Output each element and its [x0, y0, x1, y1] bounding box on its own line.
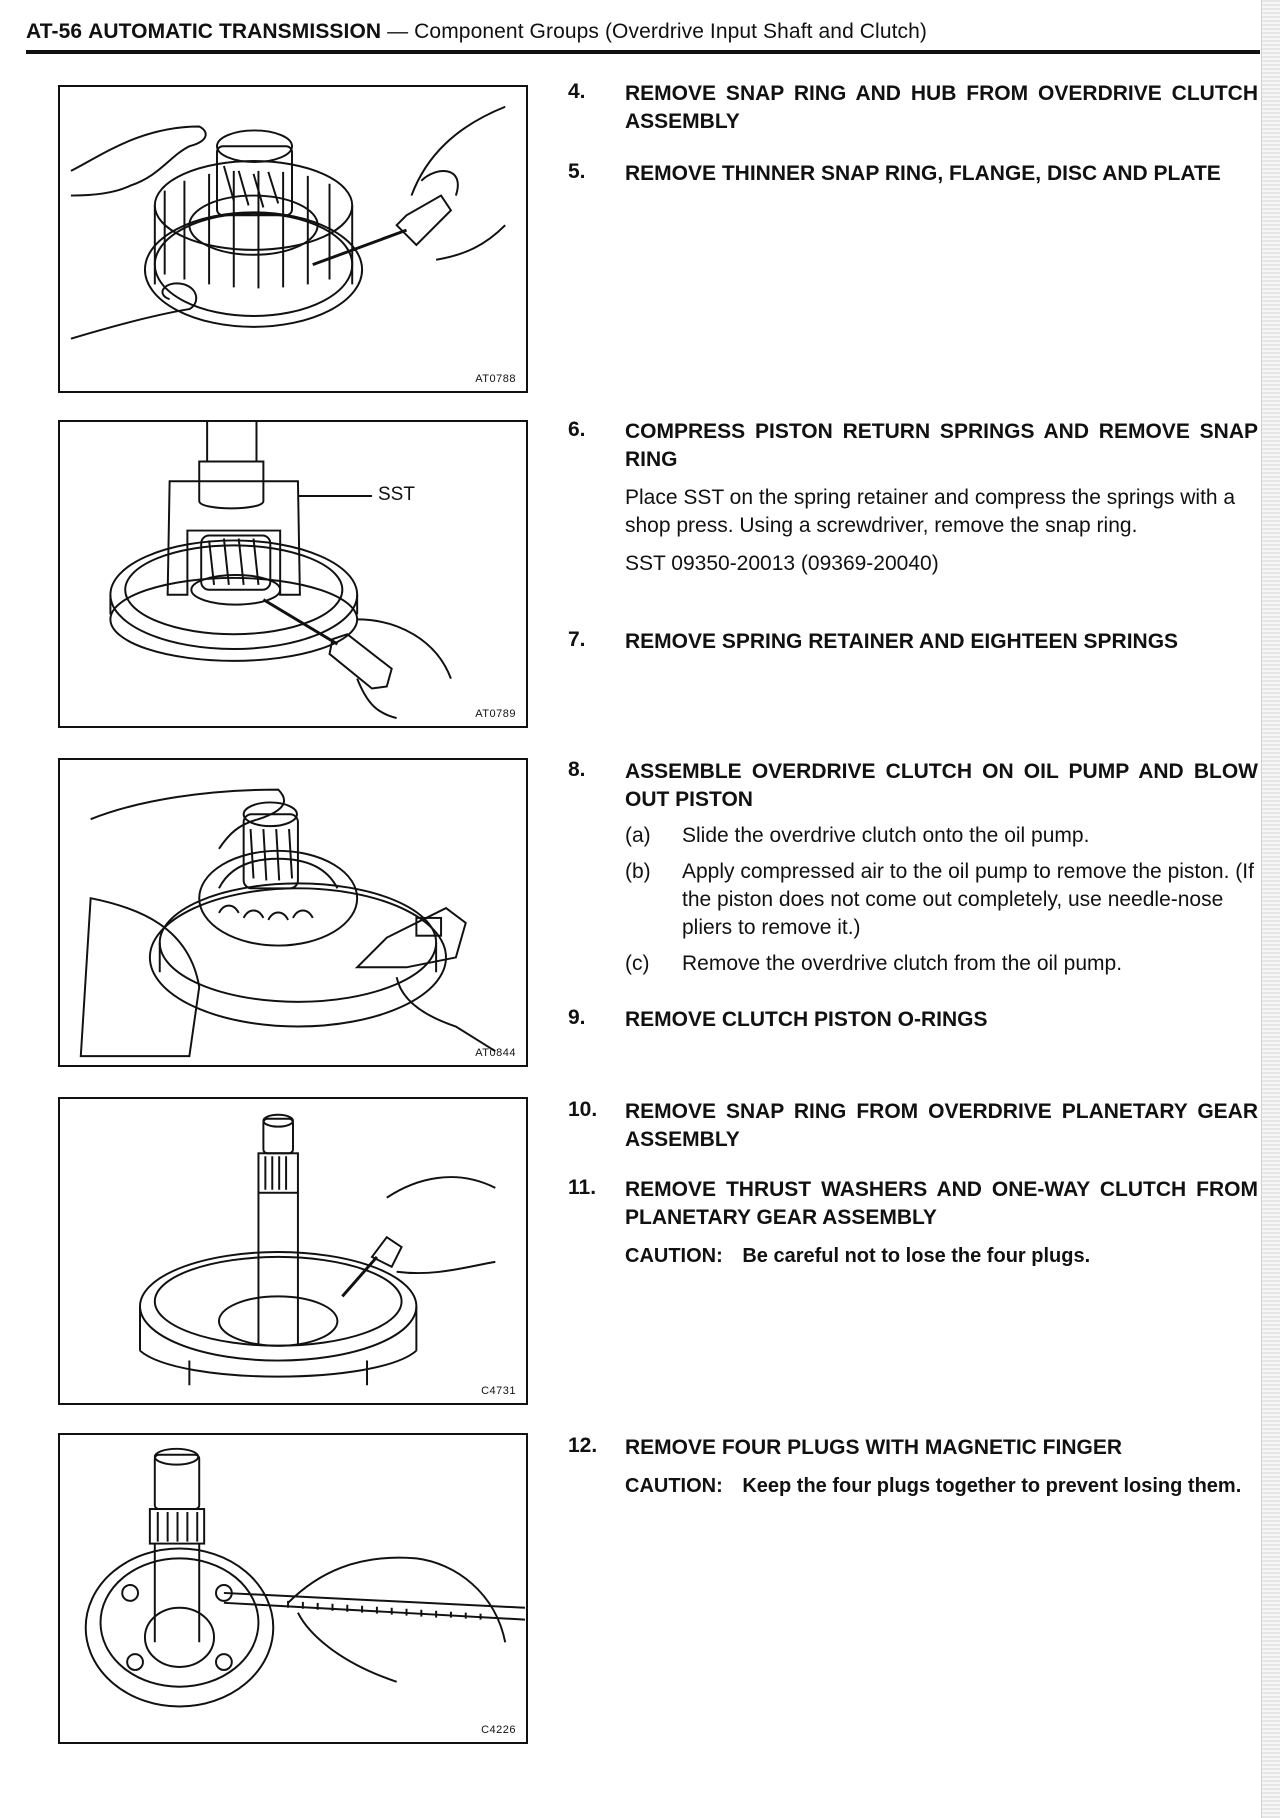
magnetic-finger-plugs-illustration: [60, 1435, 526, 1742]
page-title: [26, 20, 927, 44]
step-number: 5.: [568, 160, 586, 183]
caution-note: [625, 1242, 1258, 1270]
step-title: ASSEMBLE OVERDRIVE CLUTCH ON OIL PUMP AND BLOW OUT PISTON: [625, 760, 1258, 811]
step-11: [568, 1176, 1258, 1270]
caution-note: [625, 1472, 1258, 1500]
step-number: 7.: [568, 628, 586, 651]
step-7: [568, 628, 1258, 656]
caution-text: Be careful not to lose the four plugs.: [742, 1245, 1091, 1267]
substep-text: Remove the overdrive clutch from the oil pump.: [682, 952, 1123, 975]
section-name: AUTOMATIC TRANSMISSION: [88, 20, 382, 43]
scan-edge: [1261, 0, 1280, 1818]
section-subtitle: Component Groups (Overdrive Input Shaft and Clutch): [414, 20, 928, 43]
step-title: REMOVE THRUST WASHERS AND ONE-WAY CLUTCH FROM PLANETARY GEAR ASSEMBLY: [625, 1178, 1258, 1229]
step-title: REMOVE SNAP RING AND HUB FROM OVERDRIVE CLUTCH ASSEMBLY: [625, 82, 1258, 133]
substep-text: Slide the overdrive clutch onto the oil pump.: [682, 824, 1090, 847]
step-5: [568, 160, 1258, 188]
step-number: 4.: [568, 80, 586, 103]
figure-compress-springs: [58, 420, 528, 728]
figure-code: AT0788: [475, 373, 516, 385]
figure-snap-ring-hub: [58, 85, 528, 393]
caution-label: CAUTION:: [625, 1245, 723, 1267]
title-separator: —: [387, 20, 409, 43]
header-rule: [26, 50, 1260, 54]
air-gun-oil-pump-illustration: [60, 760, 526, 1065]
clutch-drum-screwdriver-illustration: [60, 87, 526, 391]
step-6: [568, 418, 1258, 578]
caution-text: Keep the four plugs together to prevent losing them.: [742, 1475, 1242, 1497]
substep-b: [625, 858, 1258, 942]
step-title: COMPRESS PISTON RETURN SPRINGS AND REMOVE SNAP RING: [625, 420, 1258, 471]
figure-blow-out-piston: [58, 758, 528, 1067]
substep-text: Apply compressed air to the oil pump to remove the piston. (If the piston does not come out completely, use needle-nose pliers to remove it.): [682, 860, 1254, 939]
figure-code: C4731: [481, 1385, 516, 1397]
figure-remove-plugs: [58, 1433, 528, 1744]
step-number: 8.: [568, 758, 586, 781]
step-title: REMOVE THINNER SNAP RING, FLANGE, DISC AND PLATE: [625, 162, 1221, 185]
substep-label: (a): [625, 824, 651, 847]
step-number: 9.: [568, 1006, 586, 1029]
step-9: [568, 1006, 1258, 1034]
figure-planetary-snap-ring: [58, 1097, 528, 1405]
substep-label: (b): [625, 860, 651, 883]
step-8: [568, 758, 1258, 978]
figure-code: AT0789: [475, 708, 516, 720]
page-header: [26, 14, 1260, 54]
step-10: [568, 1098, 1258, 1154]
substep-label: (c): [625, 952, 650, 975]
step-number: 12.: [568, 1434, 598, 1457]
step-number: 11.: [568, 1176, 597, 1199]
step-title: REMOVE SPRING RETAINER AND EIGHTEEN SPRINGS: [625, 630, 1179, 653]
substep-c: [625, 950, 1258, 978]
figure-code: C4226: [481, 1724, 516, 1736]
step-title: REMOVE FOUR PLUGS WITH MAGNETIC FINGER: [625, 1436, 1122, 1459]
sst-number: SST 09350-20013 (09369-20040): [625, 552, 939, 575]
step-number: 6.: [568, 418, 586, 441]
step-title: REMOVE CLUTCH PISTON O-RINGS: [625, 1008, 988, 1031]
step-4: [568, 80, 1258, 136]
step-12: [568, 1434, 1258, 1500]
planetary-gear-shaft-illustration: [60, 1099, 526, 1403]
sst-callout: SST: [378, 484, 415, 505]
step-title: REMOVE SNAP RING FROM OVERDRIVE PLANETARY GEAR ASSEMBLY: [625, 1100, 1258, 1151]
page-code: AT-56: [26, 20, 83, 43]
step-number: 10.: [568, 1098, 598, 1121]
substep-a: [625, 822, 1258, 850]
spring-compressor-sst-illustration: [60, 422, 526, 726]
step-description: Place SST on the spring retainer and compress the springs with a shop press. Using a screwdriver, remove the snap ring.: [625, 486, 1236, 537]
figure-code: AT0844: [475, 1047, 516, 1059]
caution-label: CAUTION:: [625, 1475, 723, 1497]
